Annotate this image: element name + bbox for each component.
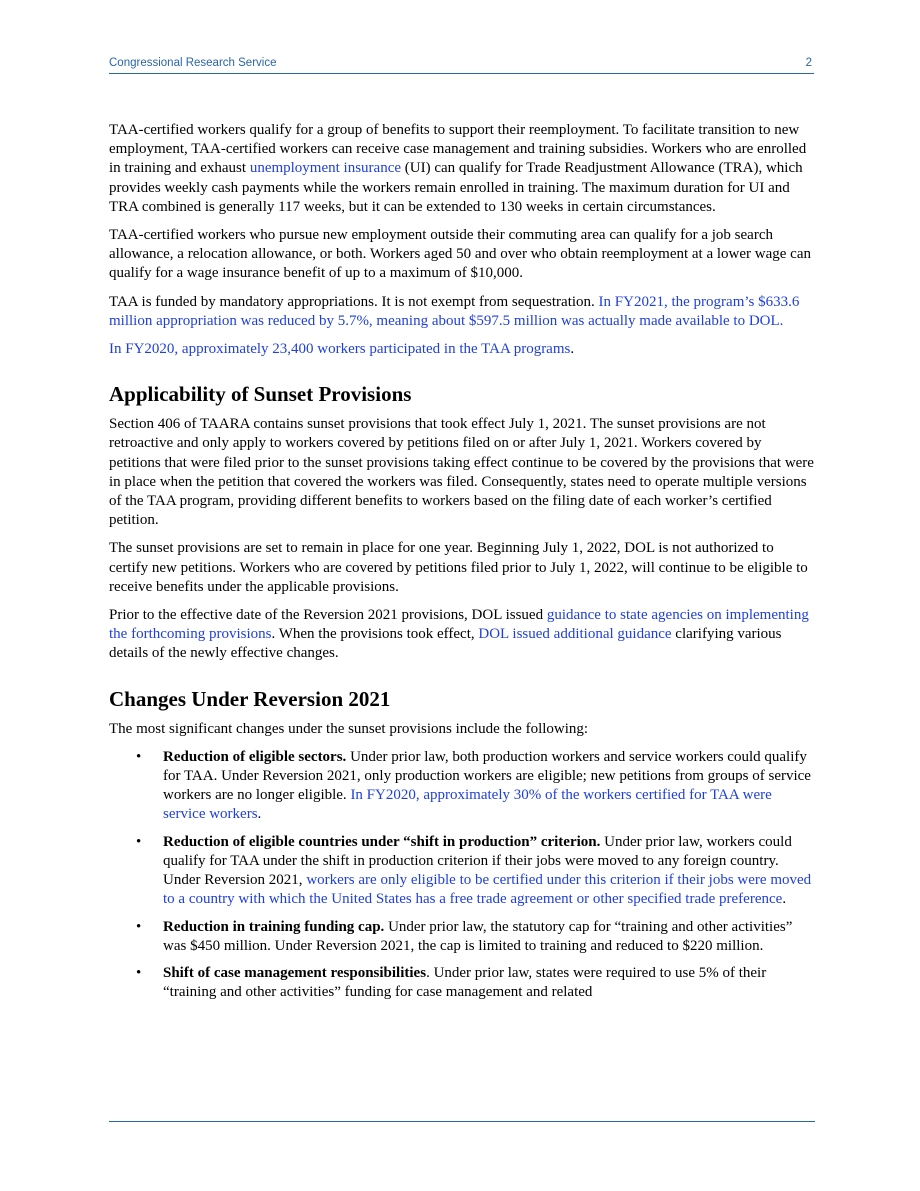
paragraph-dol-guidance <box>109 606 815 664</box>
text-span: TAA-certified workers qualify for a group of benefits to support their reemployment. To facilitate transition to new employment, TAA-certified workers can receive case management and training subsidies. Workers who are enrolled in training and exhaust <box>109 122 807 177</box>
paragraph-changes-intro: The most significant changes under the sunset provisions include the following: <box>109 720 589 737</box>
paragraph-allowances: TAA-certified workers who pursue new employment outside their commuting area can qualify for a job search allowance, a relocation allowance, or both. Workers aged 50 and over who obtain reemployment at a lower wage can qualify for a wage insurance benefit of up to a maximum of $10,000. <box>109 227 811 282</box>
paragraph-funding <box>109 293 815 331</box>
bullet-glyph: • <box>136 748 142 765</box>
link-additional-guidance[interactable]: DOL issued additional guidance <box>478 626 672 643</box>
footer-divider <box>109 1121 815 1122</box>
bullet-glyph: • <box>136 918 142 935</box>
document-body <box>109 121 815 1010</box>
list-item <box>109 964 815 1002</box>
list-item <box>109 748 815 825</box>
text-span: clarifying various details of the newly effective changes. <box>109 626 782 662</box>
header-source: Congressional Research Service <box>109 57 277 69</box>
paragraph-benefits <box>109 121 815 217</box>
link-fy2021-appropriation[interactable]: In FY2021, the program’s $633.6 million appropriation was reduced by 5.7%, meaning about $597.5 million was actually made available to DOL. <box>109 293 800 329</box>
text-span: Under prior law, both production workers and service workers could qualify for TAA. Under Reversion 2021, only production workers are eligible; new petitions from groups of service workers are no longer eligible. <box>163 748 811 804</box>
page-number: 2 <box>805 57 812 69</box>
text-span: Under prior law, the statutory cap for “training and other activities” was $450 million. Under Reversion 2021, the cap is limited to training and reduced to $220 million. <box>163 918 793 954</box>
bullet-title: Reduction in training funding cap. <box>163 918 385 935</box>
bullet-glyph: • <box>136 964 142 981</box>
text-span: . When the provisions took effect, <box>271 626 479 643</box>
paragraph-participation <box>109 340 815 359</box>
link-unemployment-insurance[interactable]: unemployment insurance <box>249 160 402 177</box>
changes-list <box>109 748 815 1002</box>
heading-applicability: Applicability of Sunset Provisions <box>109 382 412 407</box>
list-item <box>109 918 815 956</box>
bullet-title: Shift of case management responsibilities <box>163 964 427 981</box>
bullet-title: Reduction of eligible sectors. <box>163 748 347 765</box>
text-span: . Under prior law, states were required to use 5% of their “training and other activities” funding for case management and related <box>163 964 767 1001</box>
list-item <box>109 833 815 910</box>
bullet-title: Reduction of eligible countries under “shift in production” criterion. <box>163 833 601 850</box>
link-guidance-state-agencies[interactable]: guidance to state agencies on implementing the forthcoming provisions <box>109 607 809 643</box>
text-span: Prior to the effective date of the Reversion 2021 provisions, DOL issued <box>109 607 547 624</box>
bullet-glyph: • <box>136 833 142 850</box>
paragraph-sunset-duration: The sunset provisions are set to remain in place for one year. Beginning July 1, 2022, DOL is not authorized to certify new petitions. Workers who are covered by petitions filed prior to July 1, 2022, will continue to be eligible to receive benefits under the applicable provisions. <box>109 540 808 595</box>
text-span: (UI) can qualify for Trade Readjustment Allowance (TRA), which provides weekly cash payments while the workers remain enrolled in training. The maximum duration for UI and TRA combined is generally 117 weeks, but it can be extended to 130 weeks in certain circumstances. <box>109 160 803 215</box>
text-span: Under prior law, workers could qualify for TAA under the shift in production criterion if their jobs were moved to any foreign country. Under Reversion 2021, <box>163 833 792 889</box>
paragraph-section406: Section 406 of TAARA contains sunset provisions that took effect July 1, 2021. The sunset provisions are not retroactive and only apply to workers covered by petitions filed on or after July 1, 2021. Workers covered by petitions that were filed prior to the sunset provisions taking effect continue to be covered by the provisions that were in place when the petition that covered the workers was filed. Consequently, states need to operate multiple versions of the TAA program, providing different benefits to workers based on the filing date of each worker’s certified petition. <box>109 416 814 529</box>
text-span: . <box>570 341 575 358</box>
link-free-trade-agreement[interactable]: workers are only eligible to be certified under this criterion if their jobs were moved to a country with which the United States has a free trade agreement or other specified trade preference <box>163 872 812 908</box>
text-span: TAA is funded by mandatory appropriations. It is not exempt from sequestration. <box>109 293 599 310</box>
page-header <box>109 57 814 74</box>
heading-changes: Changes Under Reversion 2021 <box>109 686 391 711</box>
link-service-workers[interactable]: In FY2020, approximately 30% of the workers certified for TAA were service workers <box>163 787 772 823</box>
link-fy2020-participation[interactable]: In FY2020, approximately 23,400 workers participated in the TAA programs <box>109 341 571 358</box>
text-span: . <box>257 806 262 823</box>
text-span: . <box>782 891 787 908</box>
